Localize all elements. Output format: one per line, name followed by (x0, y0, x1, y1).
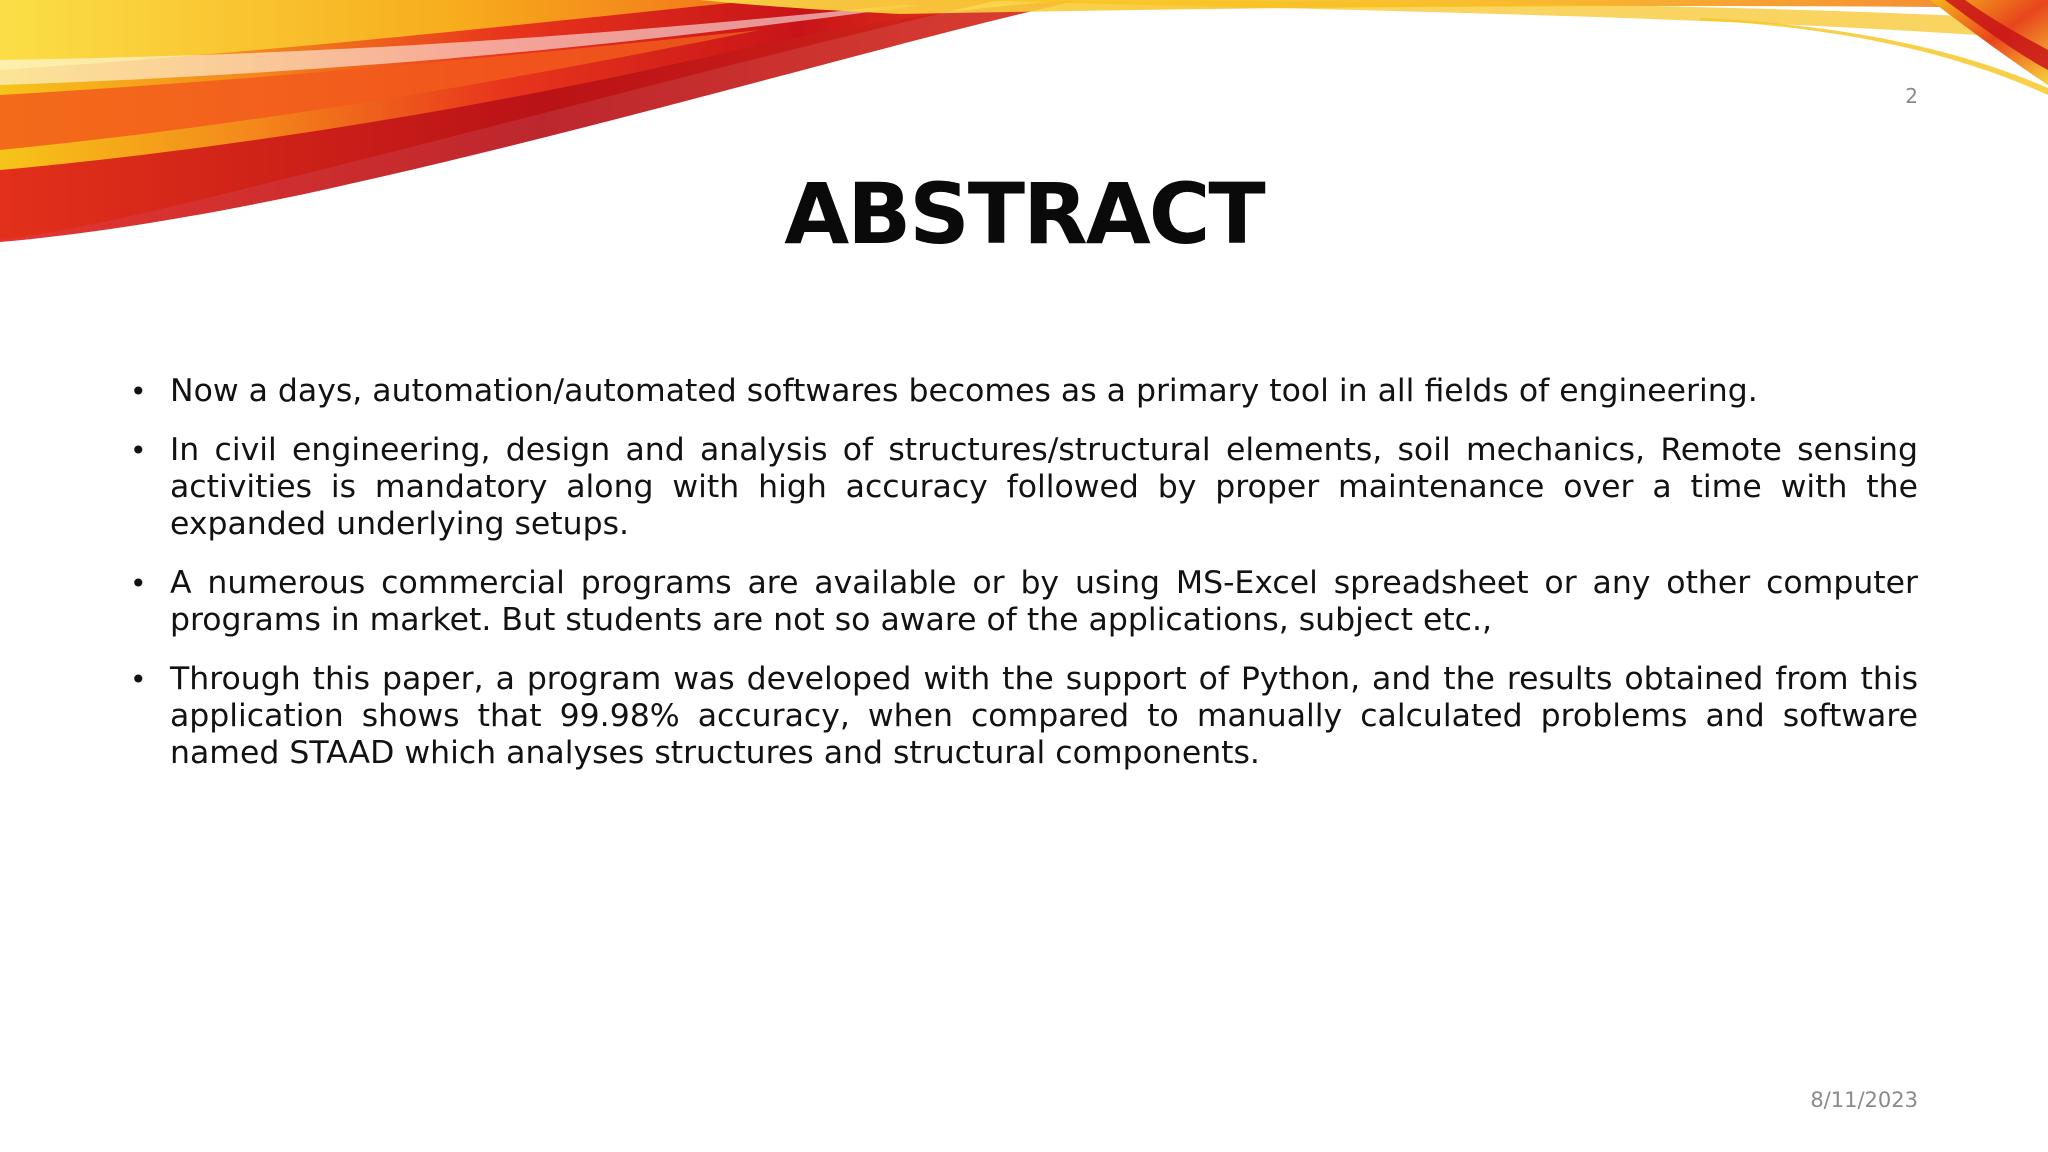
bullet-icon: • (130, 567, 147, 600)
list-item (130, 432, 1918, 543)
list-item (130, 661, 1918, 772)
bullet-list (130, 373, 1918, 794)
bullet-icon: • (130, 434, 147, 467)
list-item (130, 373, 1918, 410)
slide-number: 2 (1905, 84, 1918, 108)
bullet-icon: • (130, 375, 147, 408)
bullet-text: Now a days, automation/automated softwares becomes as a primary tool in all fields of engineering. (170, 373, 1758, 409)
bullet-text: Through this paper, a program was developed with the support of Python, and the results obtained from this application shows that 99.98% accuracy, when compared to manually calculated problems and software named STAAD which analyses structures and structural components. (170, 661, 1918, 771)
bullet-text: In civil engineering, design and analysis of structures/structural elements, soil mechanics, Remote sensing activities is mandatory along with high accuracy followed by proper maintenance over a time with the expanded underlying setups. (170, 432, 1918, 542)
bullet-text: A numerous commercial programs are available or by using MS-Excel spreadsheet or any other computer programs in market. But students are not so aware of the applications, subject etc., (170, 565, 1918, 638)
slide-date: 8/11/2023 (1810, 1088, 1918, 1112)
bullet-icon: • (130, 663, 147, 696)
list-item (130, 565, 1918, 639)
slide-title: ABSTRACT (784, 165, 1264, 263)
